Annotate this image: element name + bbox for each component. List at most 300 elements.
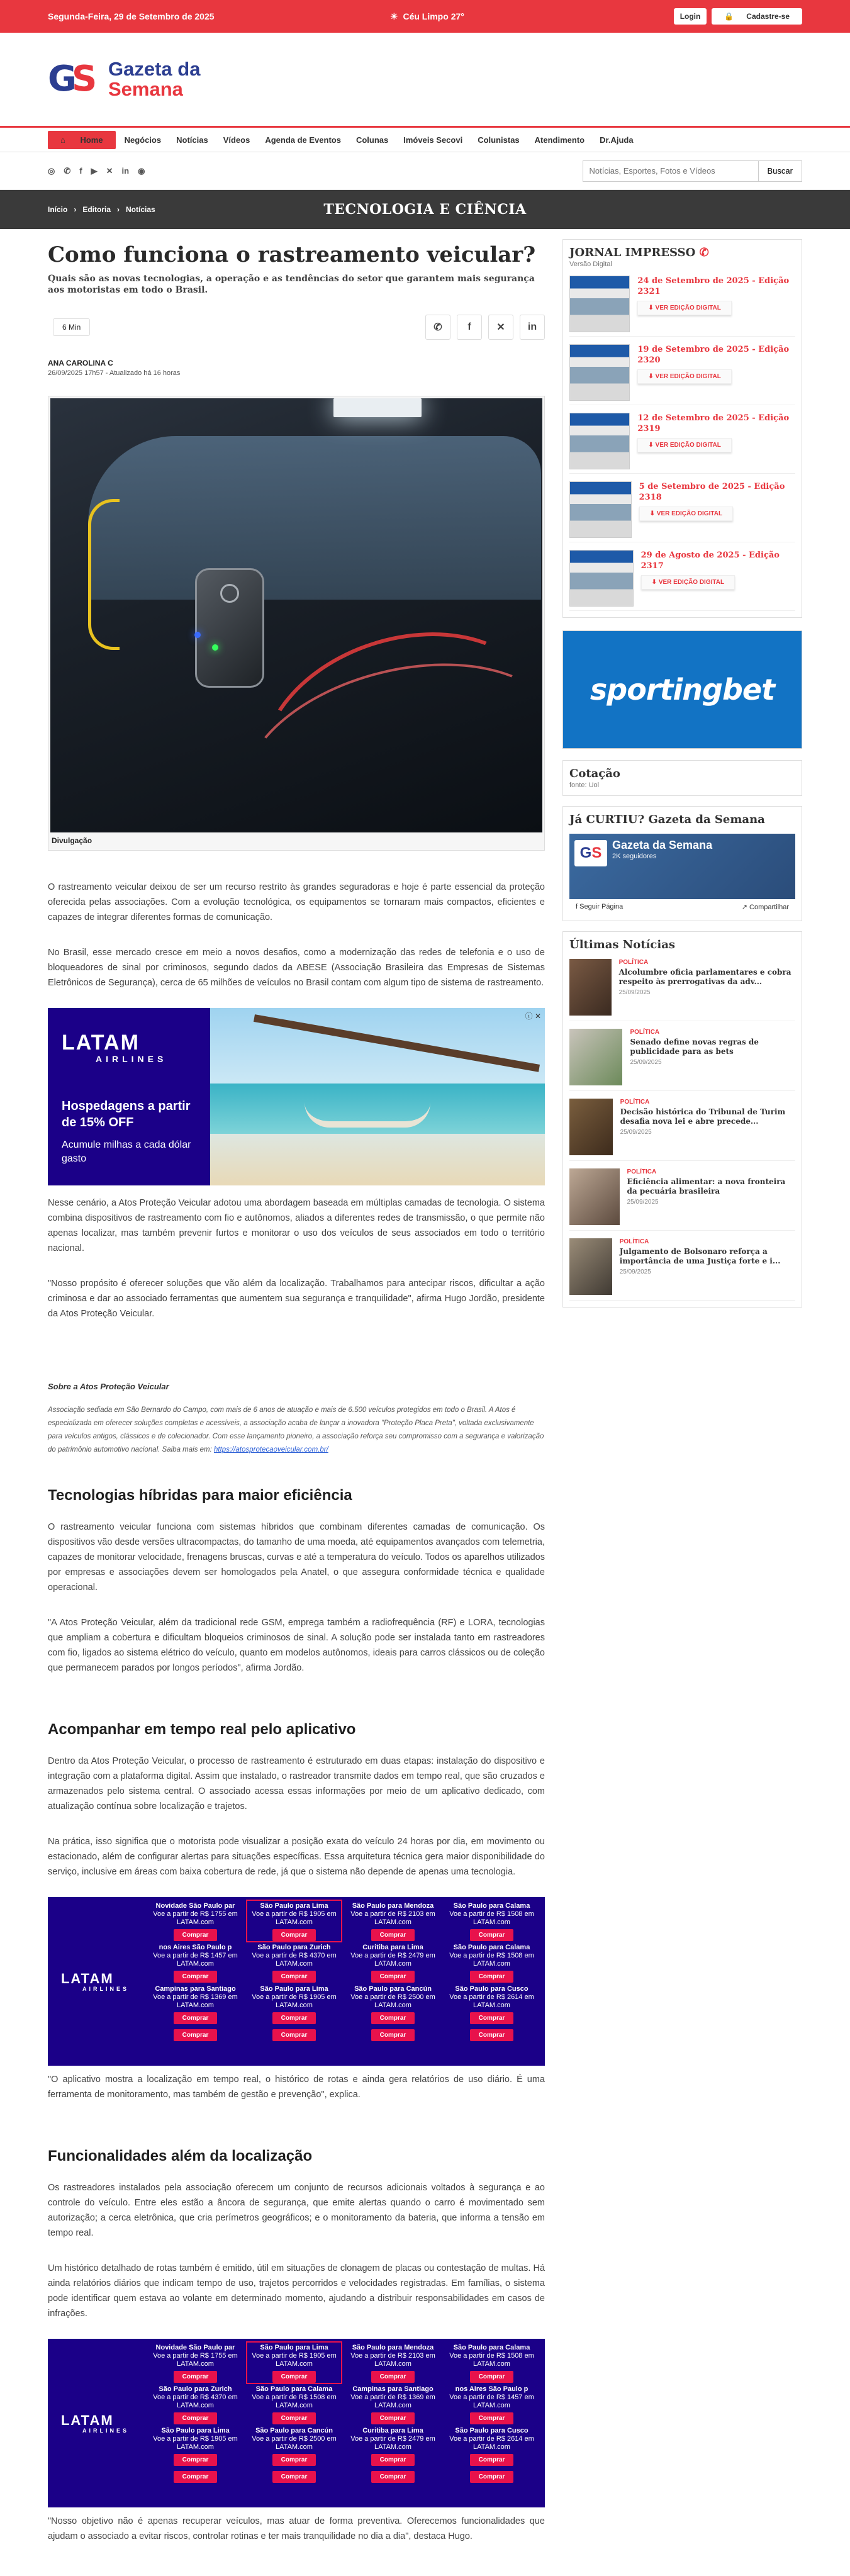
- edition-info: [637, 276, 795, 332]
- section-heading: Funcionalidades além da localização: [48, 2148, 313, 2164]
- nav-colunistas[interactable]: Colunistas: [478, 135, 520, 145]
- latam-offer-cell[interactable]: [247, 2467, 341, 2504]
- about-text: [48, 1404, 545, 1457]
- offer-title: Campinas para Santiago: [155, 1985, 236, 1993]
- x-icon[interactable]: ✕: [106, 165, 113, 176]
- logo-mark: [48, 60, 103, 98]
- latam-offer-cell[interactable]: [346, 2343, 440, 2383]
- buy-button[interactable]: Comprar: [272, 1929, 316, 1941]
- youtube-icon[interactable]: ▶: [91, 165, 98, 176]
- latam-offer-cell[interactable]: [346, 1901, 440, 1941]
- buy-button[interactable]: Comprar: [272, 2454, 316, 2466]
- article-paragraph: Nesse cenário, a Atos Proteção Veicular adotou uma abordagem baseada em múltiplas camadas de tecnologia. O sistema combina dispositivos de rastreamento com fio e autônomos, aliados a diferentes redes de transmissão, o que permite não apenas localizar, mas também prevenir furtos e monitorar o uso dos veículos de seus associados em todo o território nacional.: [48, 1198, 545, 1253]
- about-link[interactable]: https://atosprotecaoveicular.com.br/: [214, 1446, 328, 1453]
- whatsapp-share-icon[interactable]: ✆: [425, 315, 450, 340]
- article-body-7: [48, 2514, 545, 2544]
- offer-title: São Paulo para Cusco: [455, 2427, 528, 2434]
- fb-share-label: Compartilhar: [749, 903, 789, 911]
- jornal-subtitle: Versão Digital: [569, 260, 612, 268]
- latam-offer-cell[interactable]: [148, 2025, 242, 2062]
- phone-icon: ✆: [699, 246, 709, 259]
- home-icon: ⌂: [60, 135, 68, 145]
- news-item[interactable]: [569, 1029, 795, 1091]
- article-body-5: [48, 2072, 545, 2102]
- offer-title: São Paulo para Zurich: [257, 1944, 331, 1951]
- latam-brand: LATAM: [60, 1971, 114, 1986]
- latam-offer-cell[interactable]: [148, 1942, 242, 1983]
- brand-header: [0, 33, 850, 126]
- offer-price: Voe a partir de R$ 1905 em LATAM.com: [252, 1910, 337, 1926]
- auth-buttons: [674, 8, 802, 25]
- offer-title: Curitiba para Lima: [362, 2427, 423, 2434]
- fb-follow-label: Seguir Página: [579, 903, 624, 910]
- buy-button[interactable]: Comprar: [272, 2029, 316, 2041]
- latam-offer-cell[interactable]: [346, 2025, 440, 2062]
- weather-temp: 27°: [450, 11, 464, 21]
- buy-button[interactable]: Comprar: [272, 1971, 316, 1983]
- latest-news-title: Últimas Notícias: [569, 938, 676, 951]
- offer-title: São Paulo para Lima: [260, 1902, 328, 1910]
- latam-offer-grid: [142, 1897, 545, 2066]
- sportingbet-ad[interactable]: [562, 630, 802, 749]
- jornal-impresso-box: [562, 239, 802, 618]
- latam-brand-sub: AIRLINES: [82, 2428, 129, 2434]
- offer-title: Novidade São Paulo par: [155, 2344, 235, 2351]
- edition-item[interactable]: [569, 550, 795, 611]
- latam-offer-cell[interactable]: [247, 1942, 341, 1983]
- facebook-page-card[interactable]: [569, 834, 795, 914]
- article-photo: [48, 396, 545, 851]
- news-category[interactable]: POLÍTICA: [627, 1168, 657, 1175]
- news-thumbnail[interactable]: [569, 1029, 622, 1085]
- offer-price: Voe a partir de R$ 1755 em LATAM.com: [153, 2352, 238, 2368]
- download-icon: ⬇: [649, 510, 657, 517]
- facebook-icon[interactable]: f: [79, 166, 82, 176]
- view-edition-label: VER EDIÇÃO DIGITAL: [655, 373, 721, 380]
- whatsapp-icon[interactable]: ✆: [64, 165, 71, 176]
- buy-button[interactable]: Comprar: [371, 2029, 415, 2041]
- offer-price: Voe a partir de R$ 2500 em LATAM.com: [350, 1993, 435, 2009]
- social-search-row: [0, 152, 850, 190]
- view-edition-label: VER EDIÇÃO DIGITAL: [655, 442, 721, 449]
- logo-mark-s: S: [72, 59, 98, 99]
- news-info: [630, 1029, 795, 1085]
- latest-news-list: [569, 959, 795, 1301]
- nav-noticias[interactable]: Notícias: [176, 135, 208, 145]
- offer-title: São Paulo para Mendoza: [352, 1902, 434, 1910]
- offer-title: São Paulo para Calama: [453, 1902, 530, 1910]
- article-subtitle: Quais são as novas tecnologias, a operação e as tendências do setor que garantem mais segurança aos motoristas em todo o Brasil.: [48, 274, 535, 295]
- fb-share-button[interactable]: [742, 903, 789, 911]
- news-info: [620, 1099, 795, 1155]
- news-category[interactable]: POLÍTICA: [619, 1238, 649, 1245]
- offer-price: Voe a partir de R$ 2479 em LATAM.com: [350, 2435, 435, 2451]
- view-edition-button[interactable]: [637, 301, 731, 315]
- article-body-3: [48, 1520, 545, 1676]
- latam-offer-cell[interactable]: [445, 1942, 539, 1983]
- facebook-share-icon[interactable]: f: [457, 315, 482, 340]
- signup-label: Cadastre-se: [740, 8, 796, 25]
- buy-button[interactable]: Comprar: [174, 2454, 218, 2466]
- offer-title: São Paulo para Calama: [453, 1944, 530, 1951]
- section-heading: Tecnologias híbridas para maior eficiência: [48, 1487, 352, 1504]
- offer-price: Voe a partir de R$ 1457 em LATAM.com: [449, 2394, 534, 2409]
- buy-button[interactable]: Comprar: [174, 2412, 218, 2424]
- linkedin-share-icon[interactable]: in: [520, 315, 545, 340]
- offer-price: Voe a partir de R$ 1508 em LATAM.com: [449, 1910, 534, 1926]
- latam-ad-beach-photo: [210, 1008, 545, 1185]
- latam-ad-headline: Hospedagens a partir de 15% OFF: [62, 1099, 191, 1129]
- buy-button[interactable]: Comprar: [174, 2371, 218, 2383]
- latam-offer-grid: [142, 2339, 545, 2507]
- news-date: 25/09/2025: [630, 1059, 662, 1066]
- view-edition-button[interactable]: [637, 369, 731, 384]
- download-icon: ⬇: [648, 305, 656, 311]
- latam-grid-ad-2[interactable]: [48, 2339, 545, 2507]
- news-thumbnail[interactable]: [569, 959, 612, 1016]
- latam-logo: [61, 2412, 129, 2434]
- news-category[interactable]: POLÍTICA: [630, 1029, 660, 1036]
- offer-price: Voe a partir de R$ 1369 em LATAM.com: [153, 1993, 238, 2009]
- offer-price: Voe a partir de R$ 1369 em LATAM.com: [350, 2394, 435, 2409]
- edition-cover-thumbnail[interactable]: [569, 276, 630, 332]
- read-time-badge: 6 Min: [53, 318, 90, 336]
- latam-offer-cell[interactable]: [346, 2384, 440, 2424]
- offer-title: São Paulo para Calama: [453, 2344, 530, 2351]
- edition-cover-thumbnail[interactable]: [569, 344, 630, 401]
- x-share-icon[interactable]: ✕: [488, 315, 513, 340]
- news-item[interactable]: [569, 959, 795, 1021]
- about-title: Sobre a Atos Proteção Veicular: [48, 1382, 169, 1391]
- latam-logo: [61, 1971, 129, 1992]
- latam-offer-cell[interactable]: [445, 2025, 539, 2062]
- nav-videos[interactable]: Vídeos: [223, 135, 250, 145]
- buy-button[interactable]: Comprar: [371, 2371, 415, 2383]
- news-thumbnail[interactable]: [569, 1168, 620, 1225]
- offer-price: Voe a partir de R$ 1905 em LATAM.com: [252, 1993, 337, 2009]
- offer-price: Voe a partir de R$ 2500 em LATAM.com: [252, 2435, 337, 2451]
- buy-button[interactable]: Comprar: [470, 1971, 514, 1983]
- latam-ad-panel: [48, 1008, 210, 1185]
- offer-title: São Paulo para Mendoza: [352, 2344, 434, 2351]
- offer-price: Voe a partir de R$ 2103 em LATAM.com: [350, 2352, 435, 2368]
- edition-title[interactable]: 5 de Setembro de 2025 - Edição 2318: [639, 482, 785, 502]
- login-button[interactable]: Login: [674, 8, 707, 25]
- offer-title: São Paulo para Cancún: [354, 1985, 432, 1993]
- lock-icon: 🔒: [718, 8, 740, 25]
- weather-widget: [390, 11, 464, 22]
- article-paragraph: "Nosso propósito é oferecer soluções que vão além da localização. Trabalhamos para antecipar riscos, dificultar a ação criminosa e dar ao associado ferramentas que aumentem sua segurança e tranquilidade", afirma Hugo Jordão, presidente da Atos Proteção Veicular.: [48, 1279, 545, 1319]
- news-thumbnail[interactable]: [569, 1238, 612, 1295]
- gps-tracker-image: [50, 398, 542, 832]
- fb-logo-g: G: [579, 844, 592, 861]
- article-paragraph: No Brasil, esse mercado cresce em meio a novos desafios, como a modernização das redes de telefonia e o uso de bloqueadores de sinal por criminosos, segundo dados da ABESE (Associação Brasileira das Empresas de Sistemas Eletrônicos de Segurança), cerca de 65 milhões de veículos no Brasil contam com algum tipo de sistema de rastreamento.: [48, 948, 545, 988]
- nav-negocios[interactable]: Negócios: [124, 135, 162, 145]
- offer-price: Voe a partir de R$ 1508 em LATAM.com: [252, 2394, 337, 2409]
- nav-home[interactable]: [48, 131, 116, 149]
- download-icon: ⬇: [648, 442, 656, 449]
- offer-price: Voe a partir de R$ 1905 em LATAM.com: [153, 2435, 238, 2451]
- buy-button[interactable]: Comprar: [174, 2029, 218, 2041]
- article-body: [48, 880, 545, 990]
- latam-offer-cell[interactable]: [346, 2467, 440, 2504]
- latam-offer-cell[interactable]: [247, 1901, 341, 1941]
- buy-button[interactable]: Comprar: [174, 1971, 218, 1983]
- instagram-icon[interactable]: ◎: [48, 165, 55, 176]
- latam-offer-cell[interactable]: [346, 2426, 440, 2466]
- buy-button[interactable]: Comprar: [371, 1971, 415, 1983]
- news-title[interactable]: Decisão histórica do Tribunal de Turim desafia nova lei e abre precede...: [620, 1107, 786, 1126]
- article: [48, 229, 545, 2544]
- edition-cover-thumbnail[interactable]: [569, 550, 634, 607]
- latam-offer-cell[interactable]: [148, 1901, 242, 1941]
- article-paragraph: O rastreamento veicular funciona com sistemas híbridos que combinam diferentes camadas de comunicação. Os dispositivos vão desde versões ultracompactas, do tamanho de uma moeda, até equipamentos avançados com telemetria, capazes de monitorar velocidade, frenagens bruscas, curvas e até a temperatura do veículo. Todos os aparelhos utilizados por empresas e associações devem ser homologados pela Anatel, o que assegura conformidade técnica e qualidade operacional.: [48, 1522, 545, 1593]
- buy-button[interactable]: Comprar: [371, 2012, 415, 2024]
- article-paragraph: O rastreamento veicular deixou de ser um recurso restrito às grandes seguradoras e hoje é parte essencial da proteção oferecida pelas associações. Com a evolução tecnológica, os equipamentos se tornaram mais compactos, eficientes e capazes de integrar diferentes formas de comunicação.: [48, 882, 545, 922]
- jornal-title: [569, 246, 795, 259]
- article-paragraph: Um histórico detalhado de rotas também é emitido, útil em situações de clonagem de placas ou contestação de multas. Há ainda relatórios diários que indicam tempo de uso, trajetos percorridos e velocidades registradas. Em famílias, o sistema pode identificar quem estava ao volante em determinado momento, ajudando a distribuir responsabilidades em casos de infrações.: [48, 2263, 545, 2319]
- edition-cover-thumbnail[interactable]: [569, 481, 632, 538]
- article-meta: [48, 315, 545, 340]
- news-title[interactable]: Senado define novas regras de publicidade para as bets: [630, 1038, 759, 1056]
- news-info: [619, 959, 795, 1016]
- nav-agenda[interactable]: Agenda de Eventos: [265, 135, 341, 145]
- fb-page-name[interactable]: Gazeta da Semana: [612, 839, 713, 851]
- edition-item[interactable]: [569, 344, 795, 405]
- offer-title: São Paulo para Zurich: [159, 2385, 232, 2393]
- buy-button[interactable]: Comprar: [470, 1929, 514, 1941]
- download-icon: ⬇: [648, 373, 656, 380]
- logo-line-1: Gazeta da: [108, 58, 201, 80]
- rss-icon[interactable]: ◉: [138, 165, 145, 176]
- download-icon: ⬇: [651, 579, 659, 586]
- chevron-right-icon: ›: [117, 205, 120, 214]
- section-heading: Acompanhar em tempo real pelo aplicativo: [48, 1721, 356, 1738]
- latam-brand: LATAM: [62, 1031, 140, 1055]
- offer-price: Voe a partir de R$ 1457 em LATAM.com: [153, 1952, 238, 1968]
- cotacao-title: Cotação: [569, 767, 620, 780]
- news-category[interactable]: POLÍTICA: [618, 959, 649, 966]
- offer-title: Campinas para Santiago: [352, 2385, 433, 2393]
- linkedin-icon[interactable]: in: [121, 166, 130, 176]
- buy-button[interactable]: Comprar: [174, 2012, 218, 2024]
- buy-button[interactable]: Comprar: [470, 2454, 514, 2466]
- news-info: [627, 1168, 795, 1225]
- buy-button[interactable]: Comprar: [470, 2412, 514, 2424]
- buy-button[interactable]: Comprar: [470, 2371, 514, 2383]
- nav-atendimento[interactable]: Atendimento: [534, 135, 585, 145]
- article-body-2: [48, 1196, 545, 1321]
- news-category[interactable]: POLÍTICA: [620, 1099, 650, 1106]
- edition-item[interactable]: [569, 276, 795, 337]
- view-edition-button[interactable]: [641, 575, 735, 590]
- latam-offer-cell[interactable]: [445, 1901, 539, 1941]
- article-title: Como funciona o rastreamento veicular?: [48, 242, 536, 267]
- latam-offer-cell[interactable]: [445, 2343, 539, 2383]
- edition-title[interactable]: 29 de Agosto de 2025 - Edição 2317: [640, 551, 780, 571]
- buy-button[interactable]: Comprar: [174, 2471, 218, 2483]
- breadcrumb-inicio[interactable]: Início: [48, 205, 68, 214]
- latam-offer-cell[interactable]: [148, 2467, 242, 2504]
- offer-price: Voe a partir de R$ 2614 em LATAM.com: [449, 2435, 534, 2451]
- latam-offer-cell[interactable]: [445, 2426, 539, 2466]
- offer-price: Voe a partir de R$ 2479 em LATAM.com: [350, 1952, 435, 1968]
- logo-mark-g: G: [48, 59, 77, 99]
- fb-actions: [569, 899, 795, 914]
- article-paragraph: "Nosso objetivo não é apenas recuperar veículos, mas atuar de forma preventiva. Oferecemos funcionalidades que ajudam o associado a evitar riscos, controlar rotinas e ter mais tranquilidade no dia a dia", destaca Hugo.: [48, 2516, 545, 2541]
- offer-title: São Paulo para Lima: [260, 2344, 328, 2351]
- cotacao-source: fonte: Uol: [569, 781, 600, 789]
- view-edition-label: VER EDIÇÃO DIGITAL: [656, 510, 723, 517]
- latam-brand-sub: AIRLINES: [82, 1986, 129, 1992]
- buy-button[interactable]: Comprar: [371, 2454, 415, 2466]
- facebook-box: [562, 806, 802, 921]
- latam-offer-cell[interactable]: [445, 1984, 539, 2024]
- offer-title: São Paulo para Calama: [255, 2385, 333, 2393]
- facebook-box-title: Já CURTIU? Gazeta da Semana: [569, 813, 765, 826]
- latam-logo: [62, 1031, 196, 1064]
- article-date: 26/09/2025 17h57 - Atualizado há 16 horas: [48, 369, 181, 377]
- view-edition-button[interactable]: [639, 507, 733, 521]
- buy-button[interactable]: Comprar: [470, 2012, 514, 2024]
- news-title[interactable]: Alcolumbre oficia parlamentares e cobra respeito às prerrogativas da adv...: [618, 968, 791, 986]
- edition-cover-thumbnail[interactable]: [569, 413, 630, 469]
- latam-brand-sub: AIRLINES: [96, 1054, 167, 1064]
- latam-offer-cell[interactable]: [445, 2467, 539, 2504]
- latam-offer-cell[interactable]: [247, 2025, 341, 2062]
- nav-imoveis[interactable]: Imóveis Secovi: [403, 135, 463, 145]
- cotacao-box: [562, 760, 802, 796]
- chevron-right-icon: ›: [74, 205, 77, 214]
- sportingbet-logo: sportingbet: [590, 673, 775, 707]
- latam-offer-cell[interactable]: [346, 1942, 440, 1983]
- article-paragraph: "O aplicativo mostra a localização em tempo real, o histórico de rotas e ainda gera relatórios de uso diário. É uma ferramenta de monitoramento, mas também de gestão e prevenção", explica.: [48, 2075, 545, 2100]
- buy-button[interactable]: Comprar: [272, 2412, 316, 2424]
- offer-price: Voe a partir de R$ 1508 em LATAM.com: [449, 2352, 534, 2368]
- nav-home-label: Home: [80, 135, 103, 145]
- latam-offer-cell[interactable]: [346, 1984, 440, 2024]
- buy-button[interactable]: Comprar: [272, 2371, 316, 2383]
- article-author[interactable]: ANA CAROLINA C: [48, 359, 113, 367]
- latam-offer-cell[interactable]: [247, 2343, 341, 2383]
- latam-offer-cell[interactable]: [148, 1984, 242, 2024]
- search-input[interactable]: [583, 160, 759, 182]
- edition-title[interactable]: 12 de Setembro de 2025 - Edição 2319: [637, 413, 790, 434]
- fb-logo-s: S: [591, 844, 602, 861]
- edition-item[interactable]: [569, 481, 795, 542]
- offer-price: Voe a partir de R$ 2614 em LATAM.com: [449, 1993, 534, 2009]
- latam-brand: LATAM: [60, 2412, 114, 2428]
- edition-title[interactable]: 19 de Setembro de 2025 - Edição 2320: [637, 345, 790, 365]
- edition-info: [641, 550, 795, 607]
- latam-hero-ad[interactable]: [48, 1008, 545, 1185]
- about-box: [48, 1382, 545, 1457]
- nav-drajuda[interactable]: Dr.Ajuda: [600, 135, 634, 145]
- buy-button[interactable]: Comprar: [174, 1929, 218, 1941]
- buy-button[interactable]: Comprar: [371, 2412, 415, 2424]
- offer-title: São Paulo para Cusco: [455, 1985, 528, 1993]
- logo-line-2: Semana: [108, 78, 183, 100]
- news-title[interactable]: Julgamento de Bolsonaro reforça a importância de uma Justiça forte e i...: [619, 1247, 781, 1265]
- news-item[interactable]: [569, 1099, 795, 1161]
- buy-button[interactable]: Comprar: [371, 1929, 415, 1941]
- news-title[interactable]: Eficiência alimentar: a nova fronteira da pecuária brasileira: [627, 1177, 786, 1196]
- edition-title[interactable]: 24 de Setembro de 2025 - Edição 2321: [637, 276, 790, 296]
- main-nav: [0, 126, 850, 152]
- view-edition-label: VER EDIÇÃO DIGITAL: [655, 305, 721, 311]
- offer-title: São Paulo para Cancún: [255, 2427, 333, 2434]
- offer-title: Novidade São Paulo par: [155, 1902, 235, 1910]
- sun-icon: ☀: [390, 11, 398, 21]
- signup-button[interactable]: [712, 8, 802, 25]
- offer-title: nos Aires São Paulo p: [159, 1944, 232, 1951]
- fb-follow-button[interactable]: [576, 903, 623, 910]
- buy-button[interactable]: Comprar: [371, 2471, 415, 2483]
- edition-info: [639, 481, 795, 538]
- latam-offer-cell[interactable]: [148, 2426, 242, 2466]
- offer-title: nos Aires São Paulo p: [455, 2385, 528, 2393]
- news-date: 25/09/2025: [620, 1129, 652, 1136]
- edition-item[interactable]: [569, 413, 795, 474]
- latam-grid-ad-1[interactable]: [48, 1897, 545, 2066]
- latam-grid-logo: [48, 2339, 142, 2507]
- news-item[interactable]: [569, 1238, 795, 1301]
- editions-list: [569, 276, 795, 611]
- breadcrumb-editoria[interactable]: Editoria: [82, 205, 111, 214]
- share-buttons: [425, 315, 545, 340]
- sidebar: [562, 229, 802, 2544]
- article-paragraph: "A Atos Proteção Veicular, além da tradicional rede GSM, emprega também a radiofrequência (RF) e LORA, tecnologias que ampliam a cobertura e dificultam bloqueios criminosos de sinal. A solução pode ser instalada tanto em rastreadores com fio, ligados ao sistema elétrico do veículo, quanto em modelos autônomos, ideais para carros clássicos ou de coleção que permanecem parados por longos períodos", afirma Jordão.: [48, 1618, 545, 1673]
- search-button[interactable]: Buscar: [759, 160, 802, 182]
- news-item[interactable]: [569, 1168, 795, 1231]
- offer-price: Voe a partir de R$ 1905 em LATAM.com: [252, 2352, 337, 2368]
- buy-button[interactable]: Comprar: [470, 2471, 514, 2483]
- news-info: [620, 1238, 795, 1295]
- facebook-icon: f: [576, 903, 580, 910]
- latam-offer-cell[interactable]: [148, 2343, 242, 2383]
- edition-info: [637, 413, 795, 469]
- offer-price: Voe a partir de R$ 1508 em LATAM.com: [449, 1952, 534, 1968]
- breadcrumb: [48, 205, 155, 214]
- latam-offer-cell[interactable]: [247, 1984, 341, 2024]
- latest-news-box: [562, 931, 802, 1308]
- latam-offer-cell[interactable]: [247, 2426, 341, 2466]
- offer-title: São Paulo para Lima: [260, 1985, 328, 1993]
- nav-colunas[interactable]: Colunas: [355, 135, 389, 145]
- weather-label: Céu Limpo: [403, 11, 449, 21]
- latam-offer-cell[interactable]: [148, 2384, 242, 2424]
- offer-title: Curitiba para Lima: [362, 1944, 423, 1951]
- fb-followers: 2K seguidores: [612, 853, 657, 860]
- breadcrumb-noticias[interactable]: Notícias: [126, 205, 155, 214]
- fb-page-logo: [574, 840, 607, 866]
- article-paragraph: Na prática, isso significa que o motorista pode visualizar a posição exata do veículo 24 horas por dia, em movimento ou estacionado, além de configurar alertas para situações específicas. Essa arquitetura técnica gera maior disponibilidade do serviço, inclusive em áreas com baixa cobertura de rede, já que o sistema não depende de apenas uma tecnologia.: [48, 1837, 545, 1877]
- view-edition-button[interactable]: [637, 438, 731, 452]
- section-title: TECNOLOGIA E CIÊNCIA: [323, 201, 527, 218]
- latam-offer-cell[interactable]: [445, 2384, 539, 2424]
- buy-button[interactable]: Comprar: [272, 2012, 316, 2024]
- article-body-6: [48, 2180, 545, 2321]
- ad-close-icon[interactable]: ⓘ ✕: [525, 1012, 541, 1021]
- news-date: 25/09/2025: [618, 989, 651, 996]
- buy-button[interactable]: Comprar: [470, 2029, 514, 2041]
- news-thumbnail[interactable]: [569, 1099, 613, 1155]
- news-date: 25/09/2025: [619, 1268, 651, 1275]
- buy-button[interactable]: Comprar: [272, 2471, 316, 2483]
- site-logo[interactable]: [48, 59, 200, 99]
- latam-offer-cell[interactable]: [247, 2384, 341, 2424]
- article-paragraph: Os rastreadores instalados pela associação oferecem um conjunto de recursos adicionais voltados à segurança e ao controle do veículo. Entre eles estão a âncora de segurança, que emite alertas quando o carro é movimentado sem autorização; a cerca eletrônica, que cria perímetros geográficos; e o monitoramento da bateria, que informa a tensão em tempo real.: [48, 2183, 545, 2238]
